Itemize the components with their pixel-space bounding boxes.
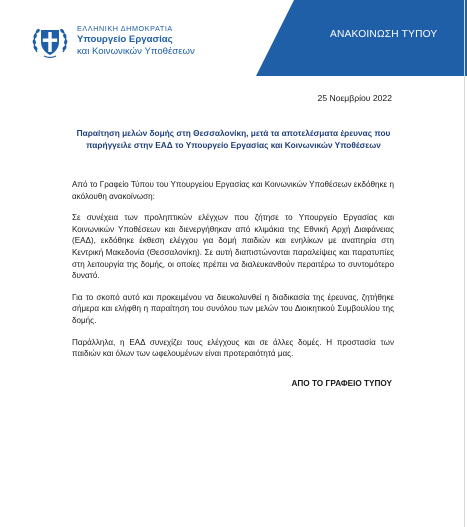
page-edge-divider: [464, 0, 465, 527]
release-title: Παραίτηση μελών δομής στη Θεσσαλονίκη, μετά τα αποτελέσματα έρευνας που παρήγγειλε στην ΕΑΔ το Υπουργείο Εργασίας και Κοινωνικών Υποθέσεων: [76, 128, 391, 150]
press-release-label: ΑΝΑΚΟΙΝΩΣΗ ΤΥΠΟΥ: [330, 29, 438, 40]
republic-label: ΕΛΛΗΝΙΚΗ ΔΗΜΟΚΡΑΤΙΑ: [77, 24, 173, 33]
body-paragraph: Σε συνέχεια των προληπτικών ελέγχων που ζήτησε το Υπουργείο Εργασίας και Κοινωνικών Υποθέσεων και διενεργήθηκαν από κλιμάκια της Εθνική Αρχή Διαφάνειας (ΕΑΔ), εκδόθηκε έκθεση ελέγχου για δομή παιδιών και ενηλίκων με αναπηρία στη Κεντρική Μακεδονία (Θεσσαλονίκη). Σε αυτή διαπιστώνονται παραλείψεις και παρατυπίες στη λειτουργία της δομής, οι οποίες πρέπει να διαλευκανθούν περαιτέρω το συντομότερο δυνατό.: [72, 213, 394, 281]
body-paragraph: Από το Γραφείο Τύπου του Υπουργείου Εργασίας και Κοινωνικών Υποθέσεων εκδόθηκε η ακόλουθη ανακοίνωση:: [72, 180, 394, 201]
body-paragraph: Παράλληλα, η ΕΑΔ συνεχίζει τους ελέγχους και σε άλλες δομές. Η προστασία των παιδιών και όλων των ωφελουμένων είναι προτεραιότητά μας.: [72, 337, 394, 359]
greek-coat-of-arms-icon: [30, 22, 70, 62]
body-paragraph: Για το σκοπό αυτό και προκειμένου να διευκολυνθεί η διαδικασία της έρευνας, ζητήθηκε σήμερα και ελήφθη η παραίτηση του συνόλου των μελών του Διοικητικού Συμβουλίου της δομής.: [72, 292, 394, 325]
ministry-name-line2: και Κοινωνικών Υποθέσεων: [77, 46, 195, 57]
release-signature: ΑΠΟ ΤΟ ΓΡΑΦΕΙΟ ΤΥΠΟΥ: [291, 379, 392, 388]
ministry-logo-text: [77, 24, 217, 58]
release-date: 25 Νοεμβρίου 2022: [317, 93, 392, 103]
page-header: [0, 0, 467, 76]
release-body: [72, 179, 394, 370]
ministry-name-line1: Υπουργείο Εργασίας: [77, 34, 173, 45]
